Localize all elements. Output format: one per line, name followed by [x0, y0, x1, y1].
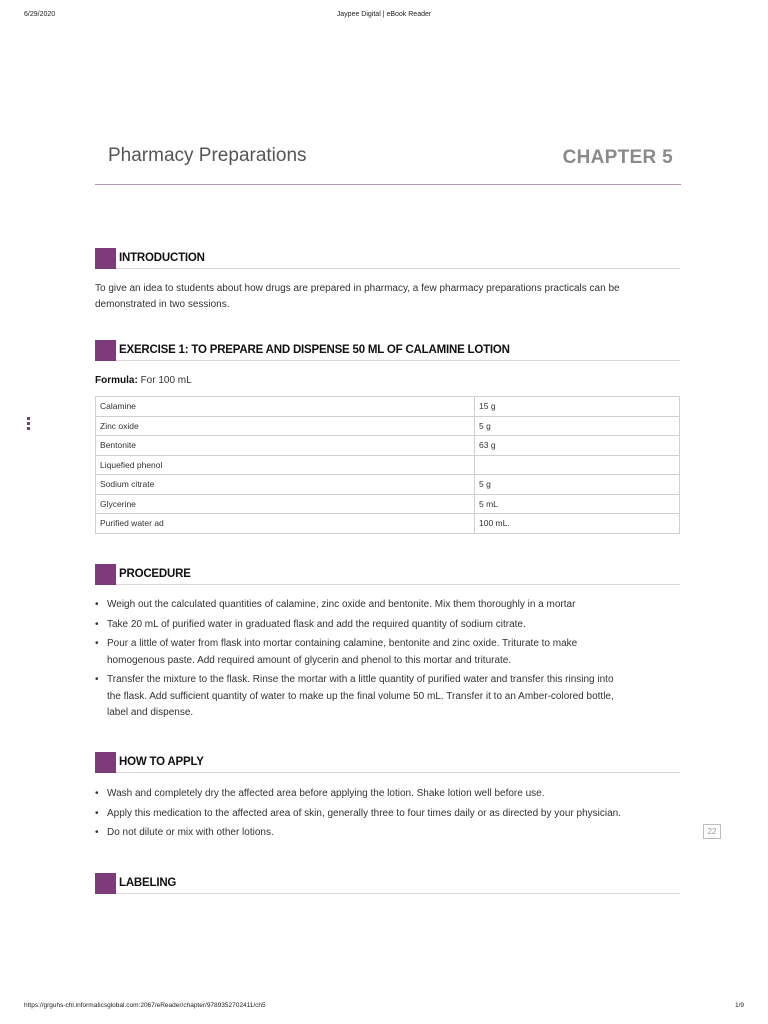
ingredient-name: Glycerine: [96, 494, 475, 514]
table-row: [96, 494, 680, 514]
ingredient-qty: 63 g: [475, 436, 680, 456]
section-marker: [95, 752, 116, 773]
how-to-apply-list: [95, 786, 680, 845]
section-title: EXERCISE 1: TO PREPARE AND DISPENSE 50 ML OF CALAMINE LOTION: [119, 344, 510, 356]
section-marker: [95, 873, 116, 894]
list-item: [95, 806, 680, 823]
print-url: https://grguhs-chl.informaticsglobal.com:2067/eReader/chapter/9789352702411/ch5: [24, 1002, 266, 1009]
section-heading-exercise-1: [95, 340, 680, 361]
bullet-icon: •: [95, 618, 99, 630]
ingredient-qty: 5 mL: [475, 494, 680, 514]
list-item-line: Apply this medication to the affected area of skin, generally three to four times daily or as directed by your physician.: [107, 807, 621, 819]
list-item-line: Transfer the mixture to the flask. Rinse the mortar with a little quantity of purified water and transfer this rinsing into: [107, 674, 614, 685]
ingredient-name: Liquefied phenol: [96, 455, 475, 475]
print-footer: [0, 1002, 768, 1014]
ingredient-name: Purified water ad: [96, 514, 475, 534]
ingredient-qty: 5 g: [475, 475, 680, 495]
section-marker: [95, 248, 116, 269]
chapter-title: Pharmacy Preparations: [108, 145, 307, 166]
paragraph-line: To give an idea to students about how drugs are prepared in pharmacy, a few pharmacy preparations practicals can be: [95, 283, 620, 294]
chapter-number: CHAPTER 5: [562, 147, 673, 168]
print-page-count: 1/9: [734, 1002, 744, 1009]
print-date: 6/29/2020: [24, 11, 56, 18]
table-row: [96, 436, 680, 456]
introduction-paragraph: [95, 281, 685, 313]
list-item-line: the flask. Add sufficient quantity of water to make up the final volume 50 mL. Transfer it to an Amber-colored bottle,: [107, 690, 614, 702]
section-marker: [95, 564, 116, 585]
list-item-line: homogenous paste. Add required amount of glycerin and phenol to this mortar and triturate.: [107, 654, 512, 666]
formula-line: [95, 375, 192, 386]
list-item: [95, 597, 680, 614]
list-item: [95, 617, 680, 634]
list-item-line: Wash and completely dry the affected area before applying the lotion. Shake lotion well before use.: [107, 788, 545, 799]
list-item: [95, 636, 680, 669]
section-title: LABELING: [119, 877, 177, 889]
list-item: [95, 825, 680, 842]
section-heading-labeling: [95, 873, 680, 894]
list-item-line: label and dispense.: [107, 707, 194, 718]
section-title: PROCEDURE: [119, 568, 191, 580]
table-row: [96, 475, 680, 495]
ingredient-qty: 15 g: [475, 397, 680, 417]
section-heading-how-to-apply: [95, 752, 680, 773]
bullet-icon: •: [95, 827, 99, 838]
ingredient-qty: [475, 455, 680, 475]
table-row: [96, 397, 680, 417]
bullet-icon: •: [95, 599, 99, 610]
print-title: Jaypee Digital | eBook Reader: [336, 11, 432, 18]
formula-label: Formula:: [95, 375, 138, 386]
list-item: [95, 672, 680, 722]
list-item-line: Weigh out the calculated quantities of calamine, zinc oxide and bentonite. Mix them thoroughly in a mortar: [107, 599, 576, 610]
list-item: [95, 786, 680, 803]
list-item-line: Take 20 mL of purified water in graduated flask and add the required quantity of sodium citrate.: [107, 618, 526, 630]
ingredients-table: [95, 396, 680, 534]
formula-value: For 100 mL: [140, 375, 192, 386]
section-title: INTRODUCTION: [119, 252, 205, 264]
ingredient-name: Sodium citrate: [96, 475, 475, 495]
chapter-header: [95, 144, 681, 185]
page-number-badge: 22: [703, 824, 721, 839]
bullet-icon: •: [95, 788, 99, 799]
procedure-list: [95, 597, 680, 725]
ingredient-name: Zinc oxide: [96, 416, 475, 436]
ingredient-qty: 100 mL.: [475, 514, 680, 534]
ingredient-name: Bentonite: [96, 436, 475, 456]
vertical-dots-icon[interactable]: [27, 417, 32, 431]
ingredient-name: Calamine: [96, 397, 475, 417]
bullet-icon: •: [95, 638, 99, 649]
list-item-line: Pour a little of water from flask into mortar containing calamine, bentonite and zinc oxide. Triturate to make: [107, 638, 578, 649]
table-row: [96, 514, 680, 534]
ingredient-qty: 5 g: [475, 416, 680, 436]
bullet-icon: •: [95, 674, 99, 685]
section-heading-procedure: [95, 564, 680, 585]
bullet-icon: •: [95, 807, 99, 819]
table-row: [96, 455, 680, 475]
table-row: [96, 416, 680, 436]
print-header: [0, 11, 768, 23]
paragraph-line: demonstrated in two sessions.: [95, 299, 230, 310]
section-marker: [95, 340, 116, 361]
section-heading-introduction: [95, 248, 680, 269]
list-item-line: Do not dilute or mix with other lotions.: [107, 827, 274, 838]
section-title: HOW TO APPLY: [119, 756, 204, 768]
